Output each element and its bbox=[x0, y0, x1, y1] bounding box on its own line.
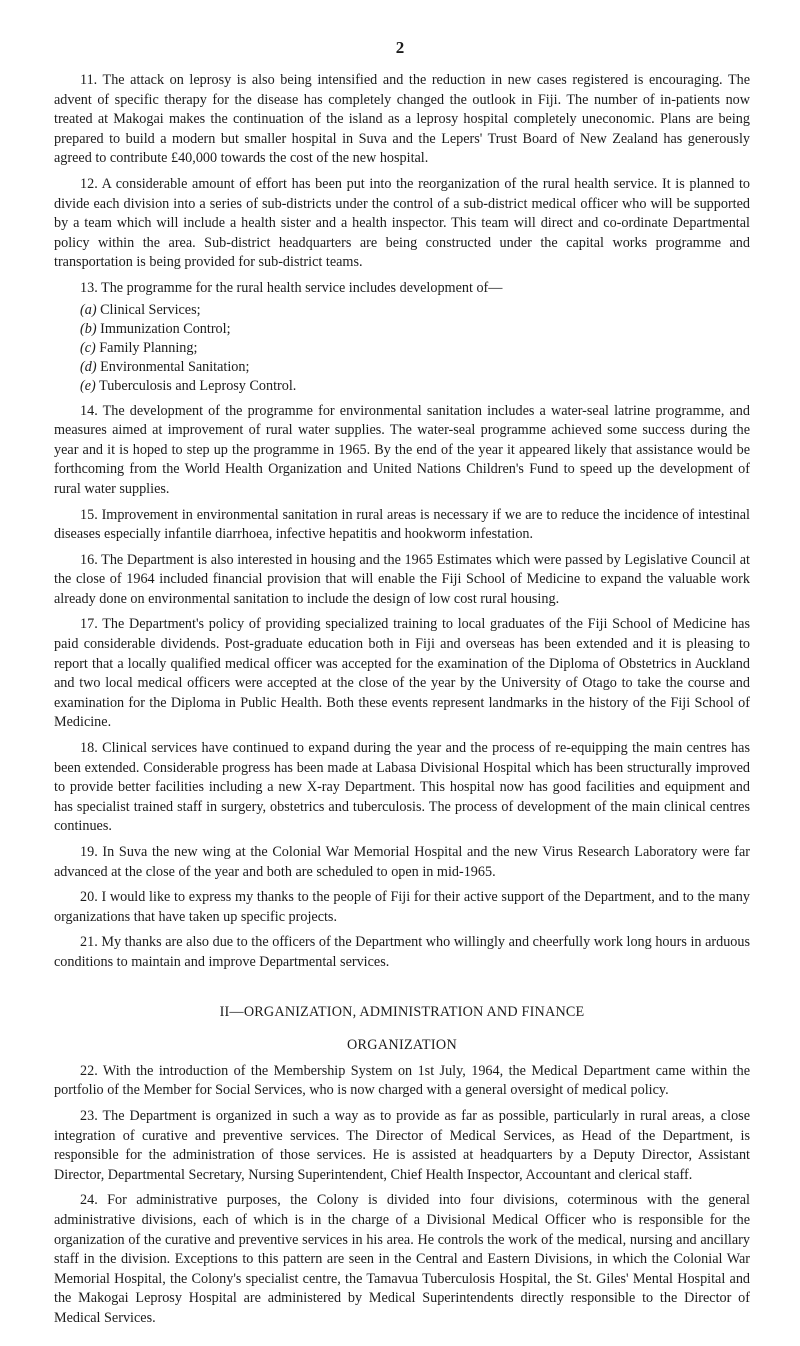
page-number: 2 bbox=[395, 38, 405, 57]
list-item bbox=[54, 358, 750, 377]
list-item-text: Environmental Sanitation; bbox=[100, 358, 250, 375]
paragraph-15: 15. Improvement in environmental sanitation in rural areas is necessary if we are to reduce the incidence of intestinal diseases especially infantile diarrhoea, infective hepatitis and hookworm infestation. bbox=[54, 506, 750, 543]
paragraph-24: 24. For administrative purposes, the Colony is divided into four divisions, coterminous with the general administrative divisions, each of which is in the charge of a Divisional Medical Officer who is responsible for the organization of the curative and preventive services in his area. He controls the work of the medical, nursing and ancillary staff in the division. Exceptions to this pattern are seen in the Central and Eastern Divisions, in which the Colonial War Memorial Hospital, the Colony's specialist centre, the Tamavua Tuberculosis Hospital, the St. Giles' Mental Hospital and the Makogai Leprosy Hospital are administered by Medical Superintendents directly responsible to the Director of Medical Services. bbox=[54, 1192, 750, 1326]
paragraph-18: 18. Clinical services have continued to expand during the year and the process of re-equipping the main centres has been extended. Considerable progress has been made at Labasa Divisional Hospital which has been structurally improved to provide better facilities including a new X-ray Department. This hospital now has good facilities and equipment and has specialist trained staff in surgery, obstetrics and tuberculosis. The process of development of the main clinical centres continues. bbox=[54, 740, 750, 835]
list-item bbox=[54, 301, 750, 320]
paragraph-19: 19. In Suva the new wing at the Colonial War Memorial Hospital and the new Virus Research Laboratory were far advanced at the close of the year and both are scheduled to open in mid-1965. bbox=[54, 844, 750, 880]
list-item-marker: (e) bbox=[80, 377, 96, 394]
paragraph-13: 13. The programme for the rural health service includes development of— bbox=[80, 279, 503, 296]
paragraph-12: 12. A considerable amount of effort has been put into the reorganization of the rural health service. It is planned to divide each division into a series of sub-districts under the control of a sub-district medical officer who will be supported by a team which will include a health sister and a health inspector. This team will direct and co-ordinate Departmental policy within the area. Sub-district headquarters are being constructed under the capital works programme and transportation is being provided for sub-district teams. bbox=[54, 175, 750, 271]
document-body bbox=[54, 71, 750, 1334]
list-item-marker: (c) bbox=[80, 339, 96, 356]
section-title: II—ORGANIZATION, ADMINISTRATION AND FINANCE bbox=[219, 1003, 585, 1020]
list-item bbox=[54, 377, 750, 396]
paragraph-22: 22. With the introduction of the Membership System on 1st July, 1964, the Medical Department came within the portfolio of the Member for Social Services, who is now charged with a general oversight of medical policy. bbox=[54, 1062, 750, 1099]
list-item-marker: (a) bbox=[80, 301, 97, 318]
list-item-marker: (d) bbox=[80, 358, 97, 375]
paragraph-21: 21. My thanks are also due to the officers of the Department who willingly and cheerfully work long hours in arduous conditions to maintain and improve Departmental services. bbox=[54, 934, 750, 970]
paragraph-14: 14. The development of the programme for environmental sanitation includes a water-seal latrine programme, and measures aimed at improvement of rural water supplies. The water-seal programme achieved some success during the year and it is hoped to step up the programme in 1965. By the end of the year it appeared likely that assistance would be forthcoming from the World Health Organization and United Nations Children's Fund to speed up the development of rural water supplies. bbox=[54, 402, 750, 497]
list-item bbox=[54, 339, 750, 358]
paragraph-11: 11. The attack on leprosy is also being intensified and the reduction in new cases registered is encouraging. The advent of specific therapy for the disease has completely changed the outlook in Fiji. The number of in-patients now treated at Makogai makes the continuation of the island as a leprosy hospital completely uneconomic. Plans are being prepared to build a modern but smaller hospital in Suva and the Lepers' Trust Board of New Zealand has generously agreed to contribute £40,000 towards the cost of the new hospital. bbox=[54, 72, 750, 167]
section-subheading: ORGANIZATION bbox=[347, 1037, 457, 1054]
paragraph-23: 23. The Department is organized in such a way as to provide as far as possible, particularly in rural areas, a close integration of curative and preventive services. The Director of Medical Services, as Head of the Department, is responsible for the administration of those services. He is assisted at headquarters by a Deputy Director, Assistant Director, Departmental Secretary, Nursing Superintendent, Chief Health Inspector, Accountant and clerical staff. bbox=[54, 1107, 750, 1183]
list-item-marker: (b) bbox=[80, 320, 97, 337]
list-item-text: Immunization Control; bbox=[100, 320, 231, 337]
rural-health-development-list bbox=[54, 301, 750, 396]
paragraph-17: 17. The Department's policy of providing specialized training to local graduates of the Fiji School of Medicine has paid considerable dividends. Post-graduate education both in Fiji and overseas has been extended and it is pleasing to report that a locally qualified medical officer was accepted for the examination of the Diploma of Obstetrics in Auckland and two local medical officers were accepted at the close of the year by the University of Otago to take the course and examination for the Diploma in Public Health. Both these events represent landmarks in the history of the Fiji School of Medicine. bbox=[54, 616, 750, 731]
paragraph-20: 20. I would like to express my thanks to the people of Fiji for their active support of the Department, and to the many organizations that have taken up specific projects. bbox=[54, 889, 750, 925]
list-item bbox=[54, 320, 750, 339]
list-item-text: Family Planning; bbox=[99, 339, 198, 356]
list-item-text: Clinical Services; bbox=[100, 301, 201, 318]
list-item-text: Tuberculosis and Leprosy Control. bbox=[99, 377, 297, 394]
paragraph-16: 16. The Department is also interested in housing and the 1965 Estimates which were passed by Legislative Council at the close of 1964 included financial provision that will enable the Fiji School of Medicine to expand the valuable work already done on environmental sanitation to include the design of low cost rural housing. bbox=[54, 551, 750, 607]
